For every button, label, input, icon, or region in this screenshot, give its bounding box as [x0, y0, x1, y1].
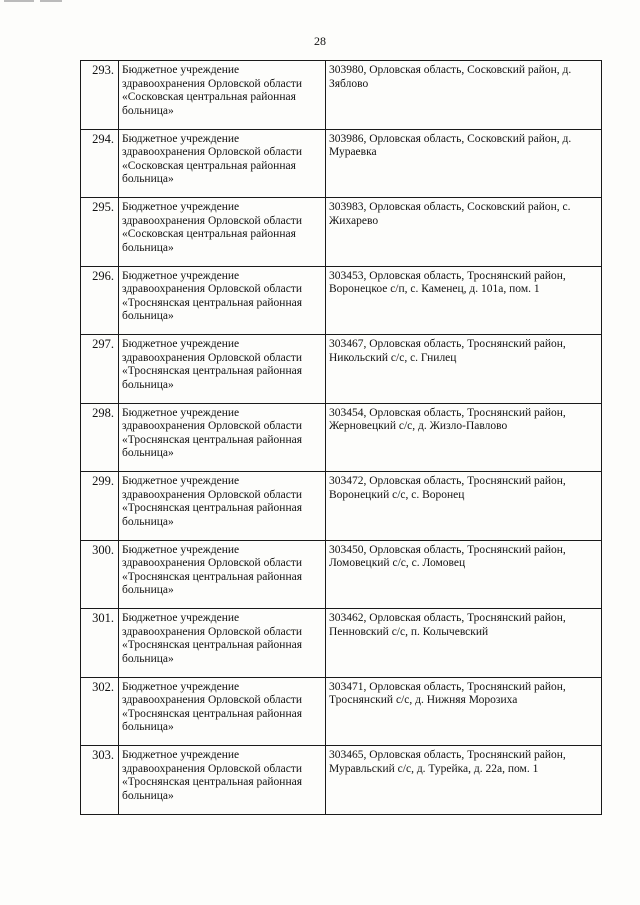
row-number: 296.: [81, 266, 119, 335]
institution-address: 303472, Орловская область, Троснянский район, Воронецкий с/с, с. Воронец: [326, 472, 602, 541]
institution-address: 303453, Орловская область, Троснянский район, Воронецкое с/п, с. Каменец, д. 101а, пом. 1: [326, 266, 602, 335]
institution-name: Бюджетное учреждение здравоохранения Орловской области «Троснянская центральная районная больница»: [119, 677, 326, 746]
institution-address: 303467, Орловская область, Троснянский район, Никольский с/с, с. Гнилец: [326, 335, 602, 404]
institution-address: 303450, Орловская область, Троснянский район, Ломовецкий с/с, с. Ломовец: [326, 540, 602, 609]
table-row: [81, 540, 602, 609]
institution-name: Бюджетное учреждение здравоохранения Орловской области «Сосковская центральная районная больница»: [119, 129, 326, 198]
institution-name: Бюджетное учреждение здравоохранения Орловской области «Троснянская центральная районная больница»: [119, 335, 326, 404]
table-row: [81, 335, 602, 404]
table-row: [81, 472, 602, 541]
scan-artifact-top-left-2: [40, 0, 62, 2]
row-number: 300.: [81, 540, 119, 609]
registry-table: [80, 60, 602, 815]
institution-name: Бюджетное учреждение здравоохранения Орловской области «Троснянская центральная районная больница»: [119, 540, 326, 609]
institution-name: Бюджетное учреждение здравоохранения Орловской области «Сосковская центральная районная больница»: [119, 61, 326, 130]
institution-name: Бюджетное учреждение здравоохранения Орловской области «Троснянская центральная районная больница»: [119, 609, 326, 678]
row-number: 293.: [81, 61, 119, 130]
institution-name: Бюджетное учреждение здравоохранения Орловской области «Троснянская центральная районная больница»: [119, 472, 326, 541]
institution-address: 303454, Орловская область, Троснянский район, Жерновецкий с/с, д. Жизло-Павлово: [326, 403, 602, 472]
scan-artifact-top-left: [4, 0, 34, 2]
institution-name: Бюджетное учреждение здравоохранения Орловской области «Троснянская центральная районная больница»: [119, 266, 326, 335]
row-number: 302.: [81, 677, 119, 746]
row-number: 301.: [81, 609, 119, 678]
institution-address: 303471, Орловская область, Троснянский район, Троснянский с/с, д. Нижняя Морозиха: [326, 677, 602, 746]
table-row: [81, 609, 602, 678]
row-number: 298.: [81, 403, 119, 472]
row-number: 297.: [81, 335, 119, 404]
institution-name: Бюджетное учреждение здравоохранения Орловской области «Троснянская центральная районная больница»: [119, 403, 326, 472]
table-row: [81, 746, 602, 815]
row-number: 294.: [81, 129, 119, 198]
row-number: 295.: [81, 198, 119, 267]
institution-address: 303465, Орловская область, Троснянский район, Муравльский с/с, д. Турейка, д. 22а, пом. 1: [326, 746, 602, 815]
table-row: [81, 266, 602, 335]
institution-address: 303983, Орловская область, Сосковский район, с. Жихарево: [326, 198, 602, 267]
page-number: 28: [314, 34, 326, 48]
row-number: 303.: [81, 746, 119, 815]
table-row: [81, 129, 602, 198]
institution-address: 303980, Орловская область, Сосковский район, д. Зяблово: [326, 61, 602, 130]
institution-name: Бюджетное учреждение здравоохранения Орловской области «Сосковская центральная районная больница»: [119, 198, 326, 267]
institution-address: 303986, Орловская область, Сосковский район, д. Мураевка: [326, 129, 602, 198]
table-row: [81, 198, 602, 267]
table-row: [81, 61, 602, 130]
row-number: 299.: [81, 472, 119, 541]
institution-name: Бюджетное учреждение здравоохранения Орловской области «Троснянская центральная районная больница»: [119, 746, 326, 815]
table-row: [81, 403, 602, 472]
table-row: [81, 677, 602, 746]
institution-address: 303462, Орловская область, Троснянский район, Пенновский с/с, п. Колычевский: [326, 609, 602, 678]
